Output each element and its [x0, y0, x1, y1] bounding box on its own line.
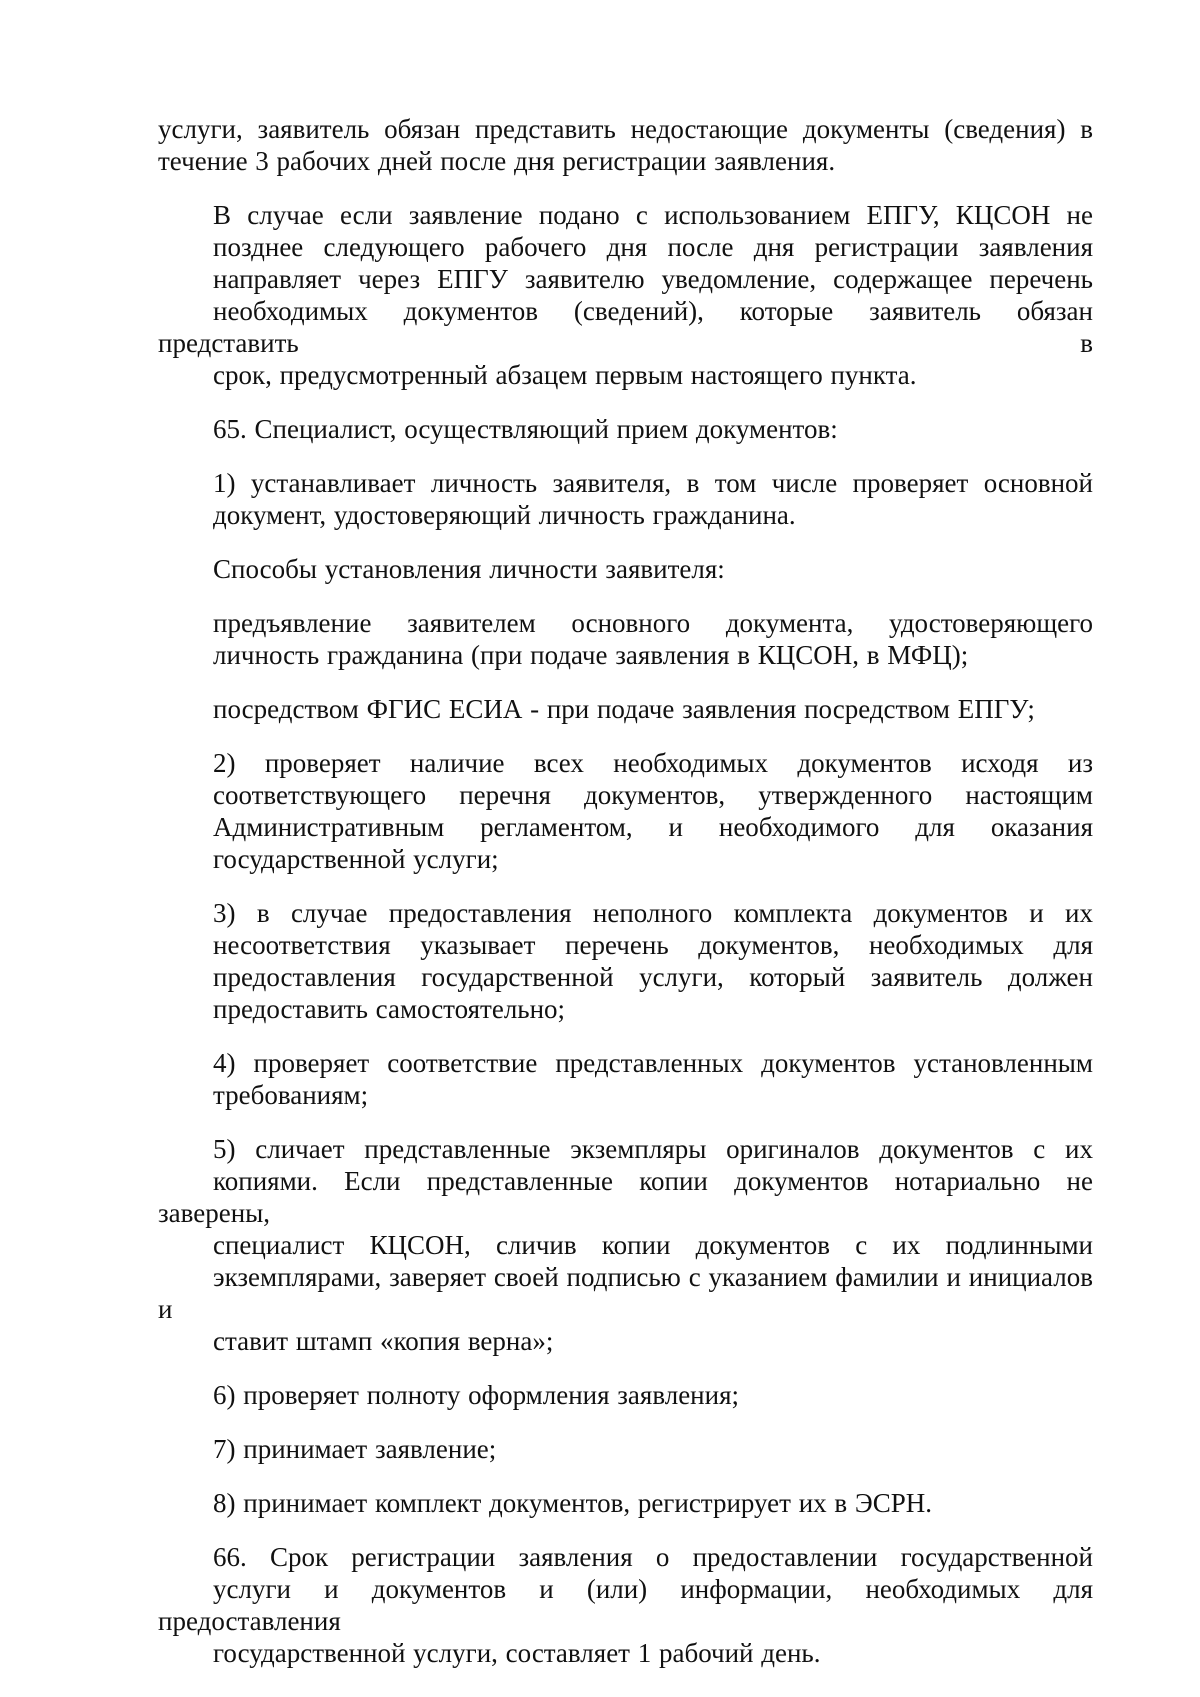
text-line: 1) устанавливает личность заявителя, в том числе проверяет основной — [213, 468, 1093, 498]
paragraph-65-6 — [158, 1379, 1093, 1411]
text-line: необходимых документов (сведений), которые заявитель обязан представить в — [158, 296, 1093, 358]
text-line: 3) в случае предоставления неполного комплекта документов и их — [213, 898, 1093, 928]
text-line: ставит штамп «копия верна»; — [213, 1326, 554, 1356]
paragraph-method-esia — [158, 693, 1093, 725]
text-line: копиями. Если представленные копии документов нотариально не заверены, — [158, 1166, 1093, 1228]
text-line: соответствующего перечня документов, утвержденного настоящим — [213, 780, 1093, 810]
paragraph-65-2 — [158, 747, 1093, 875]
paragraph-65-5 — [158, 1133, 1093, 1357]
text-line: услуги, заявитель обязан представить недостающие документы (сведения) в — [158, 114, 1093, 144]
text-line: срок, предусмотренный абзацем первым настоящего пункта. — [213, 360, 917, 390]
text-line: 6) проверяет полноту оформления заявления; — [213, 1380, 740, 1410]
paragraph-65-8 — [158, 1487, 1093, 1519]
paragraph-methods — [158, 553, 1093, 585]
text-line: требованиям; — [213, 1080, 369, 1110]
text-line: Административным регламентом, и необходимого для оказания — [213, 812, 1093, 842]
text-line: предъявление заявителем основного документа, удостоверяющего — [213, 608, 1093, 638]
text-line: 7) принимает заявление; — [213, 1434, 497, 1464]
text-line: услуги и документов и (или) информации, необходимых для предоставления — [158, 1574, 1093, 1636]
text-line: течение 3 рабочих дней после дня регистрации заявления. — [158, 146, 836, 176]
text-line: личность гражданина (при подаче заявления в КЦСОН, в МФЦ); — [213, 640, 969, 670]
text-line: 2) проверяет наличие всех необходимых документов исходя из — [213, 748, 1093, 778]
paragraph-66 — [158, 1541, 1093, 1669]
paragraph-65-7 — [158, 1433, 1093, 1465]
paragraph-method-doc — [158, 607, 1093, 671]
document-body — [158, 113, 1093, 1669]
text-line: государственной услуги, составляет 1 рабочий день. — [213, 1638, 821, 1668]
text-line: направляет через ЕПГУ заявителю уведомление, содержащее перечень — [213, 264, 1093, 294]
text-line: предоставления государственной услуги, который заявитель должен — [213, 962, 1093, 992]
text-line: предоставить самостоятельно; — [213, 994, 566, 1024]
text-line: документ, удостоверяющий личность гражданина. — [213, 500, 796, 530]
paragraph-65-1 — [158, 467, 1093, 531]
paragraph-65-4 — [158, 1047, 1093, 1111]
paragraph-continuation — [158, 113, 1093, 177]
paragraph-65-3 — [158, 897, 1093, 1025]
text-line: 65. Специалист, осуществляющий прием документов: — [213, 414, 838, 444]
text-line: позднее следующего рабочего дня после дня регистрации заявления — [213, 232, 1093, 262]
text-line: 66. Срок регистрации заявления о предоставлении государственной — [213, 1542, 1093, 1572]
paragraph-epgu-notice — [158, 199, 1093, 391]
text-line: несоответствия указывает перечень документов, необходимых для — [213, 930, 1093, 960]
text-line: экземплярами, заверяет своей подписью с указанием фамилии и инициалов и — [158, 1262, 1093, 1324]
text-line: специалист КЦСОН, сличив копии документов с их подлинными — [213, 1230, 1093, 1260]
text-line: 8) принимает комплект документов, регистрирует их в ЭСРН. — [213, 1488, 933, 1518]
text-line: 4) проверяет соответствие представленных документов установленным — [213, 1048, 1093, 1078]
text-line: 5) сличает представленные экземпляры оригиналов документов с их — [213, 1134, 1093, 1164]
text-line: посредством ФГИС ЕСИА - при подаче заявления посредством ЕПГУ; — [213, 694, 1035, 724]
text-line: В случае если заявление подано с использованием ЕПГУ, КЦСОН не — [213, 200, 1093, 230]
text-line: Способы установления личности заявителя: — [213, 554, 725, 584]
text-line: государственной услуги; — [213, 844, 499, 874]
paragraph-65 — [158, 413, 1093, 445]
